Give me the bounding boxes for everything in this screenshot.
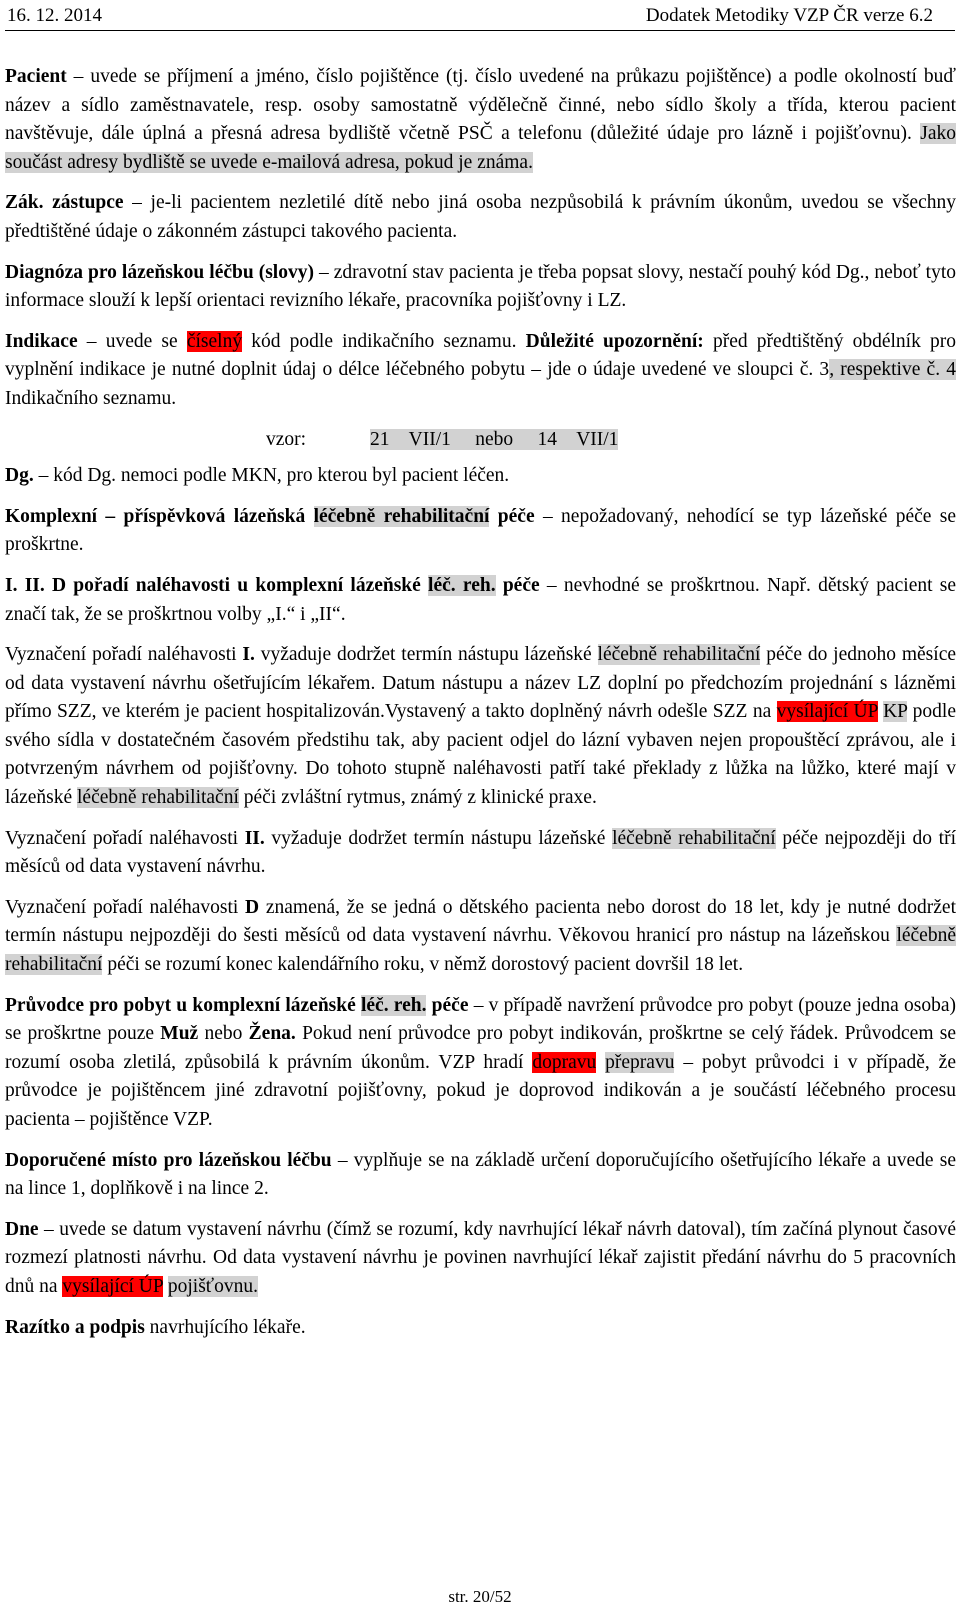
- paragraph: [5, 189, 956, 246]
- text-run: kód podle indikačního seznamu.: [242, 330, 526, 352]
- page-header: [5, 2, 955, 31]
- paragraph: [5, 572, 956, 629]
- red-highlight: číselný: [186, 330, 243, 352]
- gray-highlight: , respektive č. 4: [829, 359, 956, 381]
- bold-term: Průvodce pro pobyt u komplexní lázeňské: [5, 994, 361, 1016]
- text-run: [596, 1052, 605, 1073]
- text-run: Vyznačení pořadí naléhavosti: [5, 644, 243, 666]
- paragraph: [5, 63, 956, 177]
- text-run: – je-li pacientem nezletilé dítě nebo jiná osoba nezpůsobilá k právním úkonům, uvedou se všechny předtištěné údaje o zákonném zástupci takového pacienta.: [5, 192, 956, 242]
- vzor-label: vzor:: [266, 428, 307, 450]
- text-run: – nepožadovaný, nehodící se typ lázeňské péče se proškrtne.: [5, 505, 957, 556]
- paragraph: [5, 1147, 956, 1204]
- bold-term: D: [245, 896, 260, 918]
- paragraph: [5, 462, 956, 491]
- document-body: [5, 63, 956, 1354]
- bold-term: péče: [489, 505, 535, 527]
- vzor-example: [5, 426, 956, 455]
- red-highlight: vysílající ÚP: [776, 701, 878, 723]
- bold-term: Indikace: [5, 330, 78, 352]
- header-date: 16. 12. 2014: [7, 5, 102, 26]
- bold-term: Diagnóza pro lázeňskou léčbu (slovy): [5, 261, 314, 283]
- paragraph: [5, 328, 956, 414]
- bold-term: Zák. zástupce: [5, 192, 124, 214]
- paragraph: [5, 825, 956, 882]
- text-run: vyžaduje dodržet termín nástupu lázeňské: [254, 644, 598, 666]
- text-run: znamená, že se jedná o dětského pacienta nebo dorost do 18 let, kdy je nutné dodržet termín nástupu nejpozději do šesti měsíců od data vystavení návrhu. Věkovou hranicí pro nástup na lázeňskou: [5, 896, 956, 947]
- paragraph: [5, 641, 956, 813]
- text-run: – v případě navržení průvodce pro pobyt (pouze jedna osoba) se proškrtne pouze: [5, 994, 956, 1045]
- bold-term: Doporučené místo pro lázeňskou léčbu: [5, 1149, 332, 1171]
- bold-term: Muž: [160, 1023, 199, 1045]
- bold-term: I. II. D pořadí naléhavosti u komplexní lázeňské: [5, 574, 429, 596]
- text-run: – vyplňuje se na základě určení doporučujícího ošetřujícího lékaře a uvede se na lince 1, doplňkově i na lince 2.: [5, 1149, 956, 1200]
- bold-term: péče: [495, 574, 540, 596]
- gray-highlight-bold: léčebně rehabilitační: [313, 505, 490, 527]
- text-run: – nevhodné se proškrtnou. Např. dětský pacient se značí tak, že se proškrtnou volby „I.“ i „II“.: [5, 574, 957, 625]
- text-run: Pokud není průvodce pro pobyt indikován, proškrtne se celý řádek. Průvodcem se rozumí osoba zletilá, způsobilá k právním úkonům. VZP hradí: [5, 1023, 957, 1073]
- bold-term: Žena.: [248, 1023, 296, 1045]
- text-run: – uvede se datum vystavení návrhu (čímž se rozumí, kdy navrhující lékař návrh datoval), tím začíná plynout časové rozmezí platnosti návrhu. Od data vystavení návrhu je povinen navrhující lékař zajistit předání návrhu do 5 pracovních dnů na: [5, 1218, 956, 1297]
- text-run: – pobyt průvodci i v případě, že průvodce je pojištěncem jiné zdravotní pojišťovny, pokud je doprovod indikován a je součástí léčebného procesu pacienta – pojištěnce VZP.: [5, 1051, 956, 1130]
- text-run: péče do jednoho měsíce od data vystavení návrhu ošetřujícím lékařem. Datum nástupu a název LZ doplní po předchozím projednání s lázněmi přímo SZZ, ve kterém je pacient hospitalizován.Vystavený a takto doplněný návrh odešle SZZ na: [5, 644, 956, 723]
- gray-highlight: léčebně rehabilitační: [5, 925, 956, 976]
- text-run: před předtištěný obdélník pro vyplnění indikace je nutné doplnit údaj o délce léčebného pobytu – jde o údaje uvedené ve sloupci č. 3: [5, 330, 957, 381]
- vzor-value: 21 VII/1 nebo 14 VII/1: [370, 428, 619, 450]
- text-run: Indikačního seznamu.: [5, 387, 177, 409]
- bold-term: Pacient: [5, 66, 67, 87]
- text-run: péči zvláštní rytmus, známý z klinické praxe.: [238, 787, 597, 809]
- bold-term: Razítko a podpis: [5, 1316, 145, 1338]
- text-run: – kód Dg. nemoci podle MKN, pro kterou byl pacient léčen.: [33, 465, 510, 487]
- paragraph: [5, 894, 956, 980]
- paragraph: [5, 992, 956, 1135]
- text-run: – uvede se příjmení a jméno, číslo pojištěnce (tj. číslo uvedené na průkazu pojištěnce) a podle okolností buď název a sídlo zaměstnavatele, resp. osoby samostatně výdělečně činné, nebo sídlo školy a třída, kterou pacient navštěvuje, dále úplná a přesná adresa bydliště včetně PSČ a telefonu (důležité údaje pro lázně i pojišťovnu).: [5, 66, 956, 145]
- header-title: Dodatek Metodiky VZP ČR verze 6.2: [645, 5, 933, 26]
- text-run: péči se rozumí konec kalendářního roku, v němž dorostový pacient dovršil 18 let.: [102, 954, 744, 976]
- bold-term: I.: [242, 644, 255, 666]
- gray-highlight: léčebně rehabilitační: [77, 787, 239, 809]
- gray-highlight-bold: léč. reh.: [428, 574, 496, 596]
- bold-term: Komplexní – příspěvková lázeňská: [5, 505, 314, 527]
- paragraph: [5, 1314, 956, 1343]
- text-run: vyžaduje dodržet termín nástupu lázeňské: [264, 827, 613, 849]
- text-run: Vyznačení pořadí naléhavosti: [5, 827, 245, 849]
- gray-highlight: pojišťovnu.: [167, 1275, 258, 1297]
- bold-term: péče: [426, 994, 469, 1016]
- gray-highlight: KP: [883, 701, 908, 723]
- text-run: Vyznačení pořadí naléhavosti: [5, 896, 246, 918]
- red-highlight: dopravu: [532, 1051, 597, 1073]
- paragraph: [5, 259, 956, 316]
- paragraph: [5, 503, 956, 560]
- gray-highlight: přepravu: [605, 1051, 675, 1073]
- text-run: péče nejpozději do tří měsíců od data vystavení návrhu.: [5, 827, 956, 878]
- bold-term: II.: [244, 827, 265, 849]
- text-run: – zdravotní stav pacienta je třeba popsat slovy, nestačí pouhý kód Dg., neboť tyto informace slouží k lepší orientaci revizního lékaře, pracovníka pojišťovny i LZ.: [5, 261, 956, 312]
- gray-highlight: léčebně rehabilitační: [597, 644, 761, 666]
- page-number: str. 20/52: [448, 1587, 512, 1606]
- gray-highlight: Jako součást adresy bydliště se uvede e-mailová adresa, pokud je známa.: [5, 123, 956, 173]
- text-run: navrhujícího lékaře.: [144, 1316, 306, 1338]
- text-run: nebo: [198, 1023, 249, 1045]
- text-run: – uvede se: [77, 330, 187, 352]
- red-highlight: vysílající ÚP: [62, 1275, 163, 1297]
- gray-highlight: léčebně rehabilitační: [612, 827, 776, 849]
- bold-term: Důležité upozornění:: [525, 330, 704, 352]
- gray-highlight-bold: léč. reh.: [360, 994, 427, 1016]
- bold-term: Dne: [5, 1218, 39, 1240]
- text-run: podle svého sídla v dostatečném časovém předstihu tak, aby pacient odjel do lázní vybaven nejen propouštěcí zprávou, ale i potvrzeným návrhem od pojišťovny. Do tohoto stupně naléhavosti patří také překlady z lůžka na lůžko, které mají v lázeňské: [5, 701, 956, 809]
- bold-term: Dg.: [5, 465, 34, 487]
- paragraph: [5, 1216, 956, 1302]
